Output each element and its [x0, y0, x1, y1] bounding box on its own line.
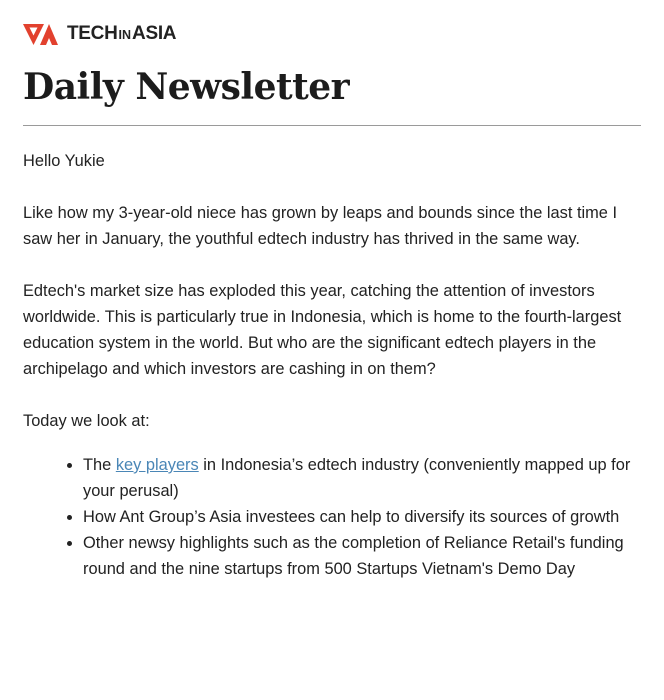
techinasia-logo-icon	[23, 21, 63, 47]
logo-wordmark	[67, 23, 176, 45]
key-players-link[interactable]: key players	[115, 456, 199, 474]
list-item-text: The	[83, 456, 116, 474]
logo-word-tech: TECH	[67, 23, 118, 44]
techinasia-logo[interactable]	[23, 20, 176, 48]
list-item-text: in Indonesia’s edtech industry (conveniently mapped up for your perusal)	[83, 456, 631, 500]
paragraph-2: Edtech's market size has exploded this year, catching the attention of investors worldwide. This is particularly true in Indonesia, which is home to the fourth-largest education system in the world. But who are the significant edtech players in the archipelago and which investors are cashing in on them?	[23, 282, 622, 378]
paragraph-1: Like how my 3-year-old niece has grown by leaps and bounds since the last time I saw her in January, the youthful edtech industry has thrived in the same way.	[23, 204, 618, 248]
list-intro: Today we look at:	[23, 412, 150, 430]
list-item: • Other newsy highlights such as the completion of Reliance Retail's funding round and the nine startups from 500 Startups Vietnam's Demo Day	[83, 530, 641, 582]
logo-word-asia: ASIA	[132, 23, 177, 44]
title-divider	[23, 125, 641, 126]
topics-list	[23, 452, 641, 582]
logo-word-in: IN	[118, 28, 132, 42]
list-item	[83, 452, 641, 504]
list-item: • How Ant Group’s Asia investees can help to diversify its sources of growth	[83, 504, 641, 530]
newsletter-body	[23, 148, 641, 582]
greeting: Hello Yukie	[23, 152, 105, 170]
page-title: Daily Newsletter	[23, 66, 350, 108]
